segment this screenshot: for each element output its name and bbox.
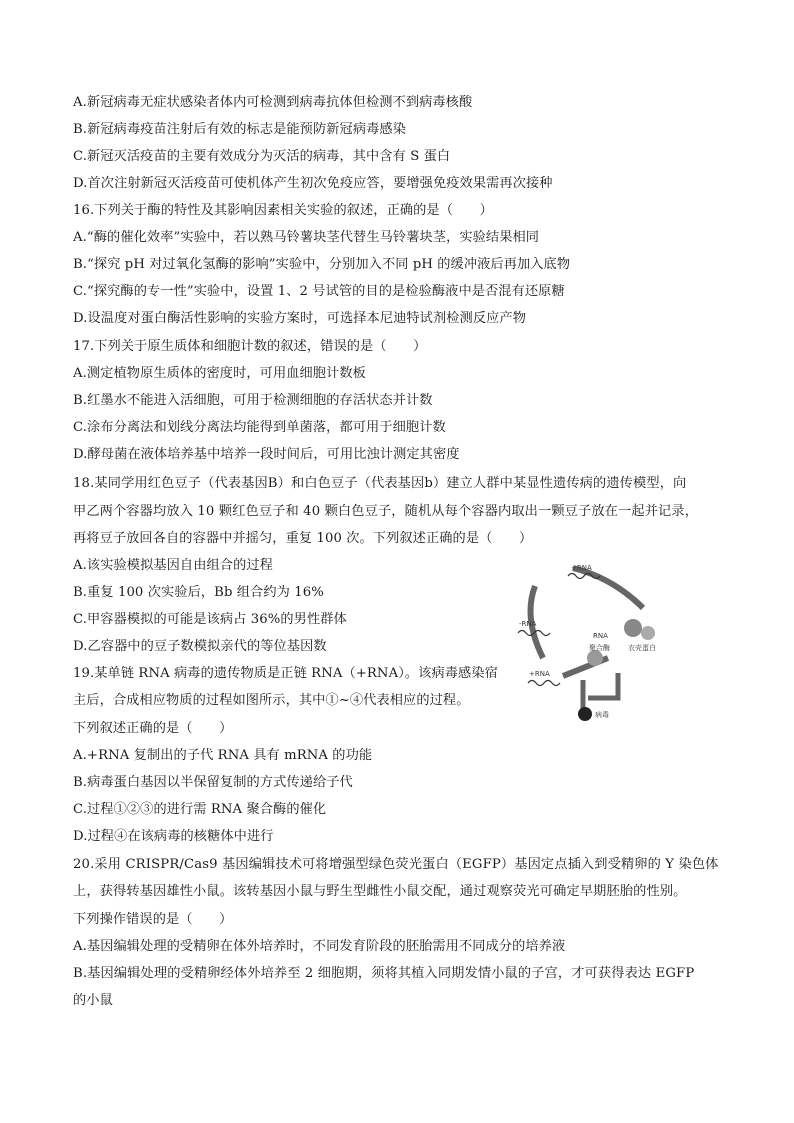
figure-protein-blob: [641, 626, 655, 640]
q20-stem-line3: 下列操作错误的是（ ）: [73, 912, 233, 927]
figure-label-rna: RNA: [593, 632, 608, 640]
q19-stem-line2: 主后，合成相应物质的过程如图所示，其中①~④代表相应的过程。: [73, 693, 470, 708]
q18-option-c: C.甲容器模拟的可能是该病占 36%的男性群体: [73, 612, 347, 627]
q19-option-a: A.+RNA 复制出的子代 RNA 具有 mRNA 的功能: [73, 748, 373, 763]
q16-option-c: C.“探究酶的专一性”实验中，设置 1、2 号试管的目的是检验酶液中是否混有还原糖: [73, 284, 565, 299]
q20-stem-line2: 上，获得转基因雄性小鼠。该转基因小鼠与野生型雌性小鼠交配，通过观察荧光可确定早期胚胎的性别。: [73, 884, 687, 899]
q20-option-b-line1: B.基因编辑处理的受精卵经体外培养至 2 细胞期，须将其植入同期发情小鼠的子宫，才可获得表达 EGFP: [73, 966, 695, 981]
q18-stem-line2: 甲乙两个容器均放入 10 颗红色豆子和 40 颗白色豆子，随机从每个容器内取出一颗豆子放在一起并记录，: [73, 504, 699, 519]
figure-rna-strand-bottom: [528, 681, 560, 686]
q20-option-b-line2: 的小鼠: [73, 993, 113, 1008]
q17-stem: 17.下列关于原生质体和细胞计数的叙述，错误的是（ ）: [73, 339, 427, 354]
q17-option-b: B.红墨水不能进入活细胞，可用于检测细胞的存活状态并计数: [73, 393, 433, 408]
q16-option-d: D.设温度对蛋白酶活性影响的实验方案时，可选择本尼迪特试剂检测反应产物: [73, 311, 526, 326]
figure-label-plus-rna-bottom: +RNA: [529, 670, 550, 678]
q19-option-d: D.过程④在该病毒的核糖体中进行: [73, 829, 274, 844]
q16-option-b: B.“探究 pH 对过氧化氢酶的影响”实验中，分别加入不同 pH 的缓冲液后再加入底物: [73, 257, 571, 272]
q18-stem-line3: 再将豆子放回各自的容器中并摇匀，重复 100 次。下列叙述正确的是（ ）: [73, 531, 533, 546]
q19-stem-line3: 下列叙述正确的是（ ）: [73, 721, 233, 736]
rna-virus-replication-figure: [513, 558, 673, 723]
figure-ribosome: [587, 650, 603, 666]
q19-option-b: B.病毒蛋白基因以半保留复制的方式传递给子代: [73, 775, 353, 790]
figure-arrow-right: [573, 568, 643, 608]
q16-option-a: A.“酶的催化效率”实验中，若以熟马铃薯块茎代替生马铃薯块茎，实验结果相同: [73, 230, 540, 245]
q17-option-a: A.测定植物原生质体的密度时，可用血细胞计数板: [73, 366, 366, 381]
figure-label-virus: 病毒: [595, 711, 609, 719]
q19-stem-line1: 19.某单链 RNA 病毒的遗传物质是正链 RNA（+RNA）。该病毒感染宿: [73, 666, 498, 681]
q15-option-d: D.首次注射新冠灭活疫苗可使机体产生初次免疫应答，要增强免疫效果需再次接种: [73, 176, 553, 191]
figure-protein-blob: [624, 619, 642, 637]
q20-option-a: A.基因编辑处理的受精卵在体外培养时，不同发育阶段的胚胎需用不同成分的培养液: [73, 939, 566, 954]
q16-stem: 16.下列关于酶的特性及其影响因素相关实验的叙述，正确的是（ ）: [73, 203, 493, 218]
q17-option-d: D.酵母菌在液体培养基中培养一段时间后，可用比浊计测定其密度: [73, 447, 460, 462]
q20-stem-line1: 20.采用 CRISPR/Cas9 基因编辑技术可将增强型绿色荧光蛋白（EGFP）基因定点插入到受精卵的 Y 染色体: [73, 857, 719, 872]
q18-option-a: A.该实验模拟基因自由组合的过程: [73, 558, 273, 573]
figure-label-minus-rna: -RNA: [519, 620, 537, 628]
q18-option-b: B.重复 100 次实验后，Bb 组合约为 16%: [73, 585, 324, 600]
figure-virus-particle: [578, 707, 592, 721]
q18-option-d: D.乙容器中的豆子数模拟亲代的等位基因数: [73, 639, 327, 654]
q15-option-a: A.新冠病毒无症状感染者体内可检测到病毒抗体但检测不到病毒核酸: [73, 95, 473, 110]
figure-label-polymerase: 聚合酶: [589, 644, 610, 652]
q17-option-c: C.涂布分离法和划线分离法均能得到单菌落，都可用于细胞计数: [73, 420, 446, 435]
q15-option-c: C.新冠灭活疫苗的主要有效成分为灭活的病毒，其中含有 S 蛋白: [73, 149, 451, 164]
figure-label-plus-rna-top: +RNA: [571, 564, 592, 572]
figure-label-capsid-protein: 衣壳蛋白: [628, 644, 656, 652]
figure-arrow-assembly: [588, 673, 618, 698]
q19-option-c: C.过程①②③的进行需 RNA 聚合酶的催化: [73, 802, 327, 817]
q15-option-b: B.新冠病毒疫苗注射后有效的标志是能预防新冠病毒感染: [73, 122, 406, 137]
q18-stem-line1: 18.某同学用红色豆子（代表基因B）和白色豆子（代表基因b）建立人群中某显性遗传病的遗传模型，向: [73, 476, 687, 491]
